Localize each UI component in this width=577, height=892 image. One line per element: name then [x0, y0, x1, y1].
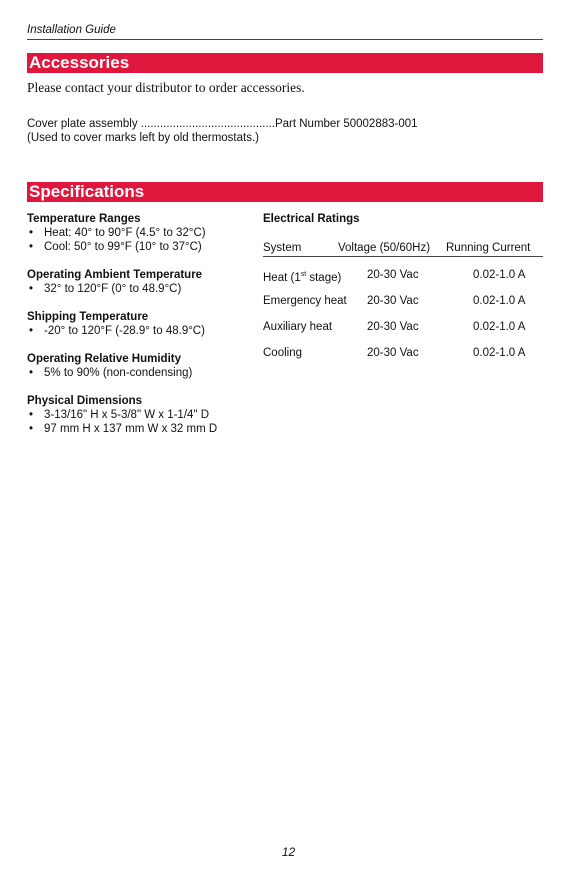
spec-group-title: Operating Ambient Temperature	[27, 269, 203, 281]
spec-item: • 32° to 120°F (0° to 48.9°C)	[27, 282, 252, 296]
accessories-band	[27, 53, 543, 73]
row-voltage: 20-30 Vac	[367, 347, 419, 359]
spec-group-title: Operating Relative Humidity	[27, 353, 182, 365]
row-system: Auxiliary heat	[263, 321, 333, 333]
table-row	[263, 267, 543, 293]
spec-list	[27, 212, 252, 450]
spec-item: • 3-13/16" H x 5-3/8" W x 1-1/4" D	[27, 408, 252, 422]
cover-plate-note: (Used to cover marks left by old thermostats.)	[27, 131, 259, 144]
electrical-table-header	[263, 240, 543, 257]
row-voltage: 20-30 Vac	[367, 321, 419, 333]
spec-item: • Heat: 40° to 90°F (4.5° to 32°C)	[27, 226, 252, 240]
table-row	[263, 345, 543, 371]
table-row	[263, 293, 543, 319]
spec-group-physical-dimensions	[27, 394, 252, 436]
electrical-ratings-title: Electrical Ratings	[263, 213, 360, 225]
spec-group-title: Shipping Temperature	[27, 311, 149, 323]
row-current: 0.02-1.0 A	[473, 269, 526, 281]
row-voltage: 20-30 Vac	[367, 295, 419, 307]
spec-item: • 5% to 90% (non-condensing)	[27, 366, 252, 380]
specifications-title: Specifications	[29, 182, 145, 201]
column-header-voltage: Voltage (50/60Hz)	[338, 242, 431, 254]
specifications-band	[27, 182, 543, 202]
row-system: Cooling	[263, 347, 302, 359]
row-current: 0.02-1.0 A	[473, 321, 526, 333]
spec-group-humidity	[27, 352, 252, 380]
electrical-ratings	[263, 212, 543, 371]
page-number: 12	[281, 845, 296, 859]
row-voltage: 20-30 Vac	[367, 269, 419, 281]
accessories-title: Accessories	[29, 53, 130, 72]
header-label: Installation Guide	[27, 24, 116, 36]
column-header-system: System	[263, 242, 302, 254]
header-rule	[27, 39, 543, 40]
spec-item: • Cool: 50° to 99°F (10° to 37°C)	[27, 240, 252, 254]
column-header-current: Running Current	[446, 242, 531, 254]
row-current: 0.02-1.0 A	[473, 347, 526, 359]
row-system: Emergency heat	[263, 295, 347, 307]
spec-group-title: Physical Dimensions	[27, 395, 143, 407]
spec-group-temperature-ranges	[27, 212, 252, 254]
cover-plate-info	[27, 118, 418, 145]
row-current: 0.02-1.0 A	[473, 295, 526, 307]
row-system: Heat (1st stage)	[263, 271, 342, 284]
spec-group-operating-ambient	[27, 268, 252, 296]
spec-group-title: Temperature Ranges	[27, 213, 141, 225]
spec-group-shipping-temperature	[27, 310, 252, 338]
accessories-intro: Please contact your distributor to order accessories.	[27, 80, 305, 95]
cover-plate-line: Cover plate assembly ..........................................Part Number 50002883-001	[27, 118, 418, 130]
table-row	[263, 319, 543, 345]
spec-item: • -20° to 120°F (-28.9° to 48.9°C)	[27, 324, 252, 338]
spec-item: • 97 mm H x 137 mm W x 32 mm D	[27, 422, 252, 436]
